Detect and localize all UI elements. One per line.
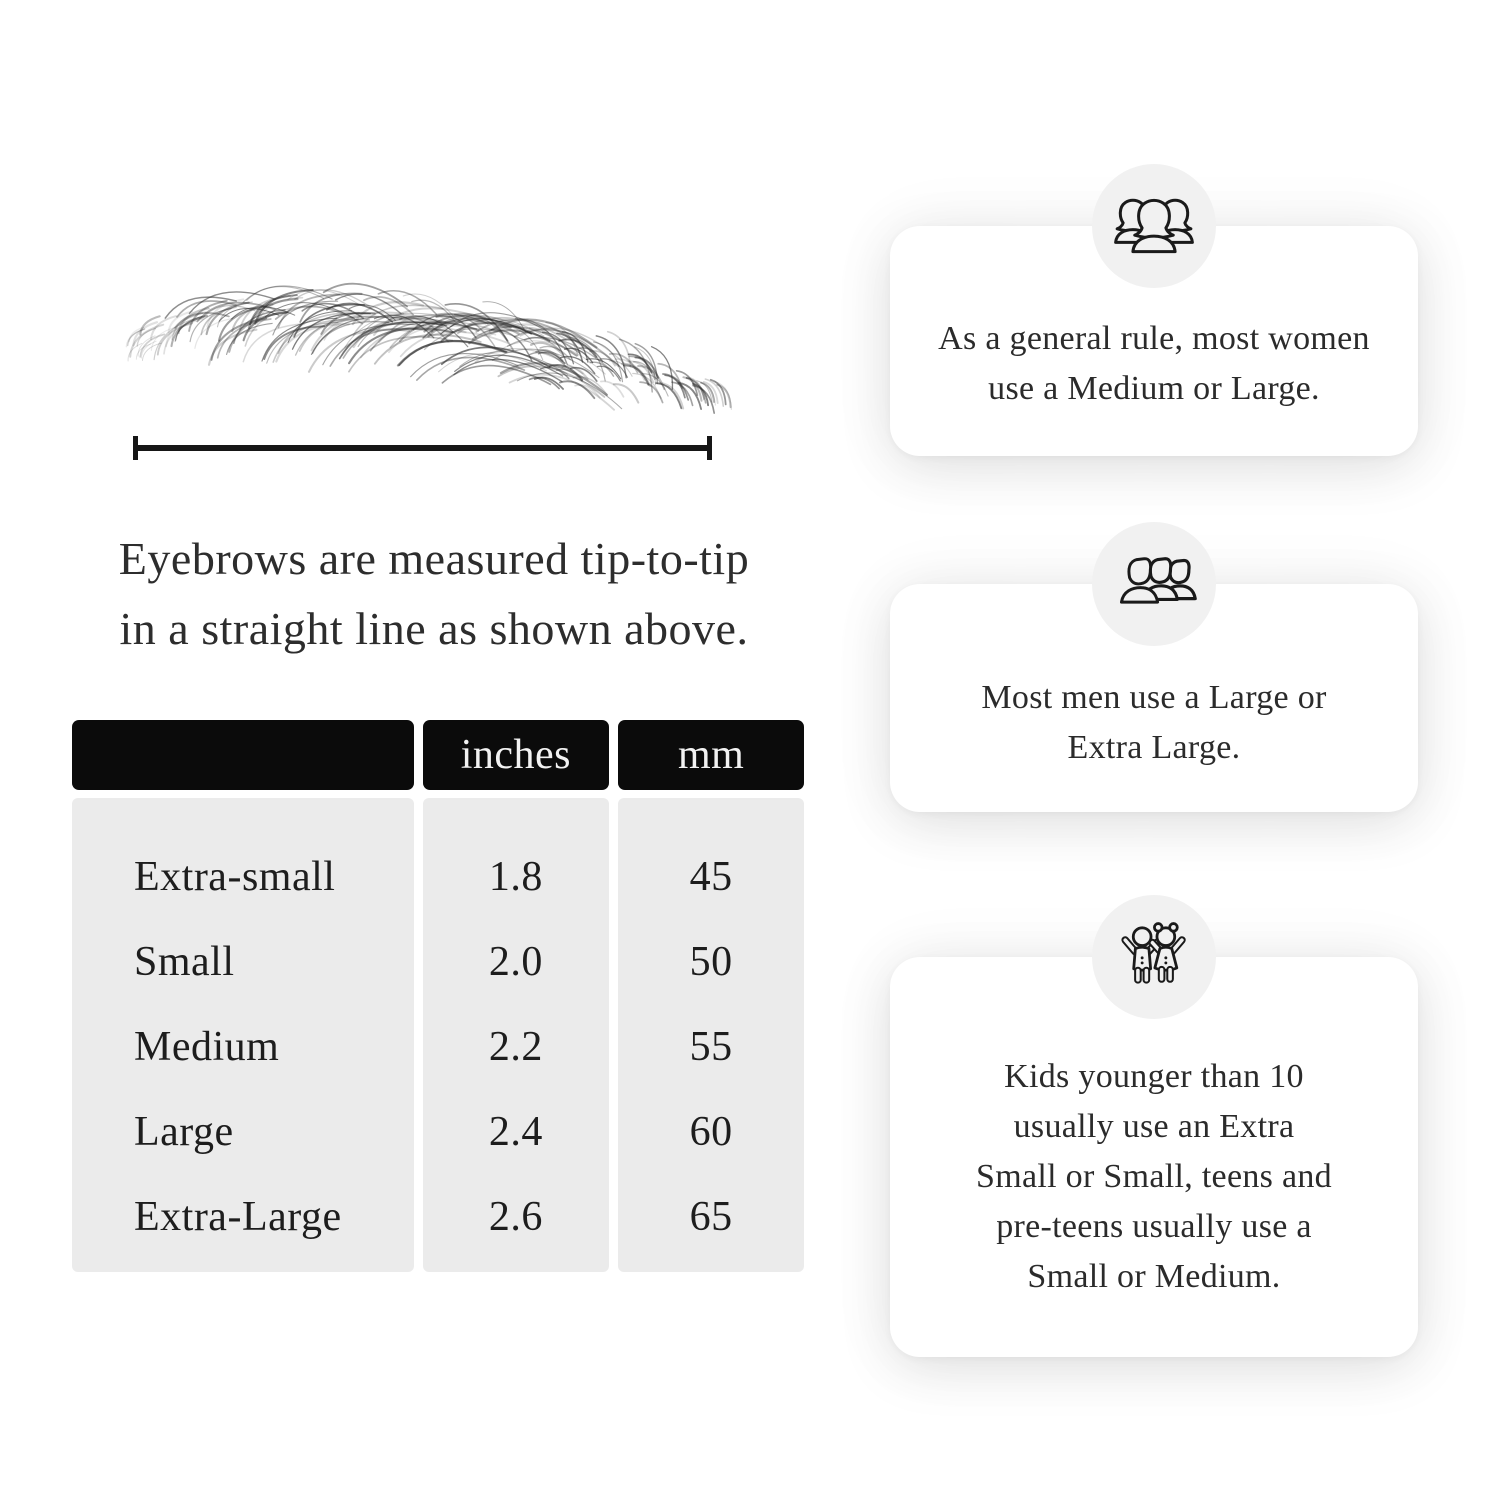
measurement-caption bbox=[88, 524, 780, 664]
measurement-endcap-right bbox=[707, 436, 712, 460]
men-group-icon bbox=[1107, 551, 1201, 617]
card-men-sizing bbox=[890, 584, 1418, 812]
card-text-line: usually use an Extra bbox=[1013, 1108, 1295, 1145]
table-row-label: Extra-Large bbox=[134, 1193, 342, 1240]
table-cell-inches: 1.8 bbox=[488, 853, 543, 900]
icon-circle bbox=[1092, 895, 1216, 1019]
inches-column bbox=[423, 798, 610, 1272]
mm-column bbox=[618, 798, 804, 1272]
card-women-sizing bbox=[890, 226, 1418, 456]
table-cell-inches: 2.4 bbox=[488, 1108, 543, 1155]
header-cell-mm: mm bbox=[618, 720, 804, 790]
caption-line-1: Eyebrows are measured tip-to-tip bbox=[118, 533, 750, 584]
table-cell-inches: 2.2 bbox=[488, 1023, 543, 1070]
header-cell-size bbox=[72, 720, 414, 790]
size-table-body bbox=[72, 798, 804, 1272]
table-row-label: Extra-small bbox=[134, 853, 336, 900]
icon-circle bbox=[1092, 522, 1216, 646]
size-table bbox=[72, 720, 804, 1272]
table-row-label: Small bbox=[134, 938, 235, 985]
card-text-line: As a general rule, most women bbox=[938, 320, 1370, 357]
card-text-line: Kids younger than 10 bbox=[1004, 1058, 1304, 1095]
table-cell-inches: 2.0 bbox=[488, 938, 543, 985]
table-cell-mm: 55 bbox=[689, 1023, 733, 1070]
eyebrow-sketch-svg bbox=[110, 236, 735, 416]
size-table-header bbox=[72, 720, 804, 790]
kids-icon bbox=[1110, 916, 1198, 998]
table-cell-mm: 45 bbox=[689, 853, 733, 900]
header-cell-inches: inches bbox=[423, 720, 610, 790]
card-text-line: pre-teens usually use a bbox=[996, 1208, 1312, 1245]
size-column bbox=[72, 798, 414, 1272]
table-cell-inches: 2.6 bbox=[488, 1193, 543, 1240]
table-row-label: Large bbox=[134, 1108, 234, 1155]
card-text-line: use a Medium or Large. bbox=[988, 370, 1320, 407]
table-cell-mm: 60 bbox=[689, 1108, 733, 1155]
table-cell-mm: 65 bbox=[689, 1193, 733, 1240]
table-row-label: Medium bbox=[134, 1023, 280, 1070]
card-text-line: Most men use a Large or bbox=[981, 679, 1327, 716]
card-kids-sizing bbox=[890, 957, 1418, 1357]
caption-line-2: in a straight line as shown above. bbox=[119, 603, 749, 654]
icon-circle bbox=[1092, 164, 1216, 288]
women-group-icon bbox=[1108, 193, 1200, 259]
measurement-endcap-left bbox=[133, 436, 138, 460]
table-cell-mm: 50 bbox=[689, 938, 733, 985]
card-text-line: Small or Small, teens and bbox=[976, 1158, 1332, 1195]
card-text-line: Small or Medium. bbox=[1027, 1258, 1281, 1295]
eyebrow-illustration bbox=[110, 236, 735, 416]
card-text-line: Extra Large. bbox=[1067, 729, 1241, 766]
measurement-line bbox=[133, 445, 712, 451]
